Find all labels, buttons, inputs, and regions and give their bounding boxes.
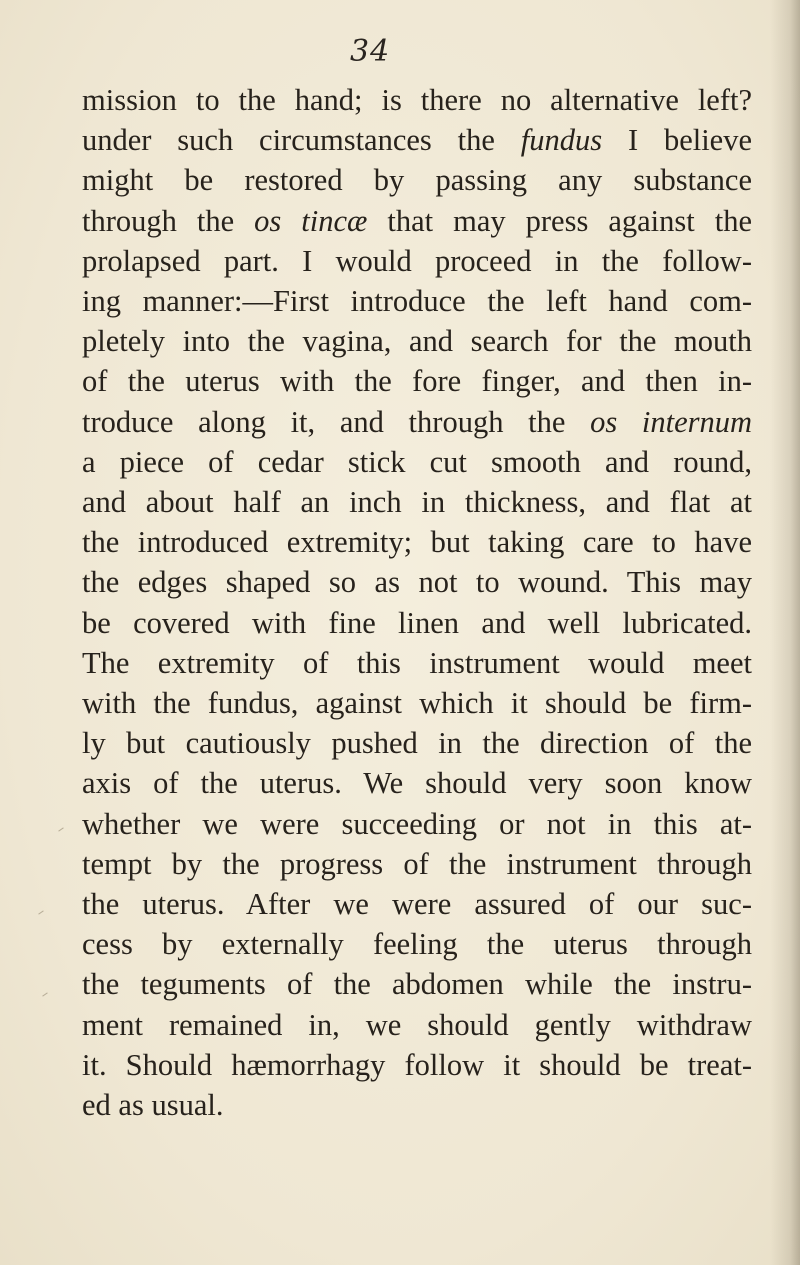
text-line: cess by externally feeling the uterus through xyxy=(82,927,752,962)
text-line: of the uterus with the fore finger, and then in- xyxy=(82,364,752,399)
italic-term: os internum xyxy=(590,404,753,439)
text-line: under such circumstances the fundus I believe xyxy=(82,123,752,158)
text-line: tempt by the progress of the instrument through xyxy=(82,846,752,881)
text-line: the teguments of the abdomen while the instru- xyxy=(82,967,752,1002)
text-line: The extremity of this instrument would meet xyxy=(82,645,752,680)
text-line: through the os tincæ that may press against the xyxy=(82,203,752,238)
paper-mark xyxy=(38,910,43,914)
text-line: mission to the hand; is there no alternative left? xyxy=(82,83,752,117)
page-number: 34 xyxy=(350,34,391,69)
text-line: and about half an inch in thickness, and flat at xyxy=(82,485,752,520)
text-line: be covered with fine linen and well lubricated. xyxy=(82,605,752,640)
text-line: troduce along it, and through the os internum xyxy=(82,404,753,439)
text-line: the introduced extremity; but taking care to have xyxy=(82,525,752,560)
text-line: the edges shaped so as not to wound. This may xyxy=(82,565,752,600)
text-line: might be restored by passing any substance xyxy=(82,163,752,198)
body-text xyxy=(82,80,752,1125)
text-line: axis of the uterus. We should very soon know xyxy=(82,766,752,801)
text-line: it. Should hæmorrhagy follow it should be treat- xyxy=(82,1047,752,1082)
text-line: pletely into the vagina, and search for the mouth xyxy=(82,324,752,359)
paper-mark xyxy=(42,992,47,996)
text-line: ing manner:—First introduce the left hand com- xyxy=(82,284,752,319)
text-line: ly but cautiously pushed in the direction of the xyxy=(82,726,752,761)
text-line: ment remained in, we should gently withdraw xyxy=(82,1007,752,1042)
text-line: prolapsed part. I would proceed in the follow- xyxy=(82,243,752,278)
text-line: a piece of cedar stick cut smooth and round, xyxy=(82,444,752,479)
text-line: with the fundus, against which it should be firm- xyxy=(82,686,752,721)
text-line: the uterus. After we were assured of our suc- xyxy=(82,887,752,922)
italic-term: fundus xyxy=(520,123,603,158)
italic-term: os tincæ xyxy=(254,203,368,238)
paper-mark xyxy=(58,827,63,831)
text-line: ed as usual. xyxy=(82,1088,224,1123)
text-line: whether we were succeeding or not in this at- xyxy=(82,806,752,841)
